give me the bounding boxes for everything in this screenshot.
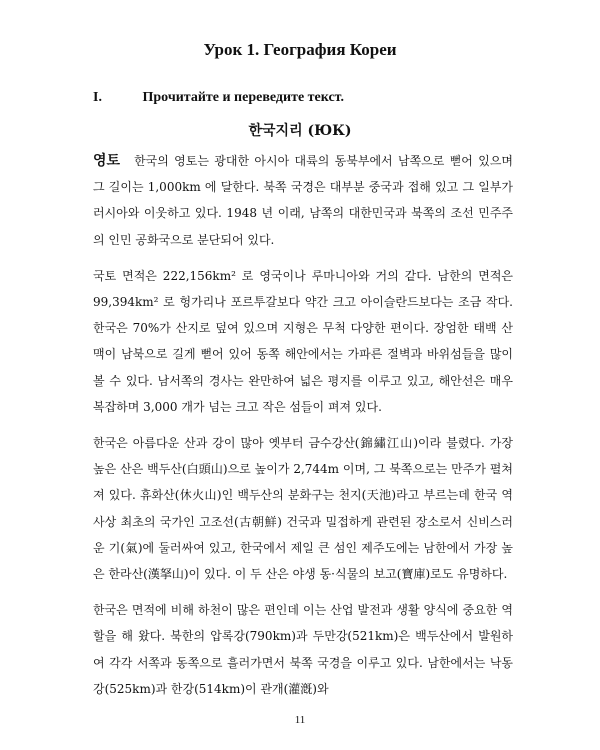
paragraph-text: 한국의 영토는 광대한 아시아 대륙의 동북부에서 남쪽으로 뻗어 있으며 그 길이는 1,000km 에 달한다. 북쪽 국경은 대부분 중국과 접해 있고 그 일부가 러시아와 이웃하고 있다. 1948 년 이래, 남쪽의 대한민국과 북쪽의 조선 민주주의 인민 공화국으로 분단되어 있다. <box>93 154 513 247</box>
text-body <box>93 148 513 712</box>
page-number: 11 <box>294 714 306 726</box>
task-text: Прочитайте и переведите текст. <box>142 90 345 105</box>
paragraph <box>93 430 513 587</box>
paragraph <box>93 263 513 420</box>
paragraph <box>93 148 513 253</box>
paragraph-term: 영토 <box>93 153 121 169</box>
lesson-title: Урок 1. География Кореи <box>203 40 397 59</box>
paragraph <box>93 597 513 702</box>
text-title: 한국지리 (ЮК) <box>248 123 352 139</box>
paragraph-text: 국토 면적은 222,156km² 로 영국이나 루마니아와 거의 같다. 남한의 면적은 99,394km² 로 헝가리나 포르투갈보다 약간 크고 아이슬란드보다는 조금 작다. 한국은 70%가 산지로 덮여 있으며 지형은 무척 다양한 편이다. 장엄한 태백 산맥이 남북으로 길게 뻗어 있어 동쪽 해안에서는 가파른 절벽과 바위섬들을 많이 볼 수 있다. 남서쪽의 경사는 완만하여 넓은 평지를 이루고 있고, 해안선은 매우 복잡하며 3,000 개가 넘는 크고 작은 섬들이 펴져 있다. <box>93 268 513 414</box>
paragraph-text: 한국은 아름다운 산과 강이 많아 옛부터 금수강산(錦繡江山)이라 불렸다. 가장 높은 산은 백두산(白頭山)으로 높이가 2,744m 이며, 그 북쪽으로는 만주가 펼쳐져 있다. 휴화산(休火山)인 백두산의 분화구는 천지(天池)라고 부르는데 한국 역사상 최초의 국가인 고조선(古朝鮮) 건국과 밀접하게 관련된 장소로서 신비스러운 기(氣)에 둘러싸여 있고, 한국에서 제일 큰 섬인 제주도에는 남한에서 가장 높은 한라산(漢拏山)이 있다. 이 두 산은 야생 동·식물의 보고(寶庫)로도 유명하다. <box>93 436 513 582</box>
paragraph-text: 한국은 면적에 비해 하천이 많은 편인데 이는 산업 발전과 생활 양식에 중요한 역할을 해 왔다. 북한의 압록강(790km)과 두만강(521km)은 백두산에서 발원하여 각각 서쪽과 동쪽으로 흘러가면서 북쪽 국경을 이루고 있다. 남한에서는 낙동강(525km)과 한강(514km)이 관개(灌漑)와 <box>93 603 513 696</box>
task-number: I. <box>93 90 102 105</box>
task-instruction <box>93 90 344 106</box>
